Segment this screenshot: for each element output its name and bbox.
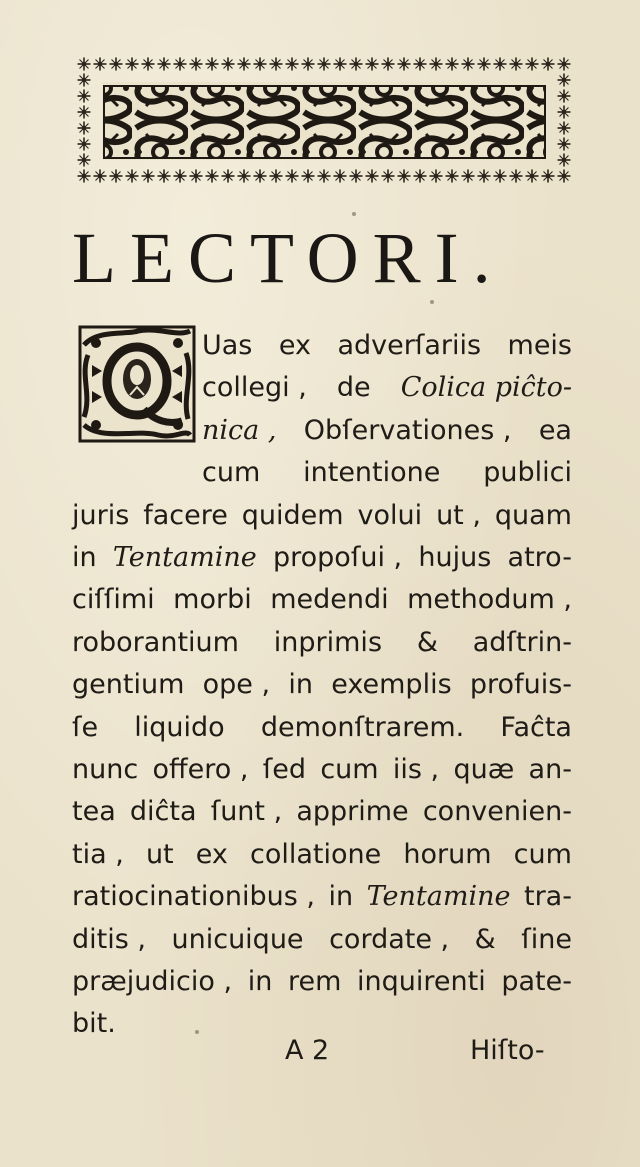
- word: ditis ,: [72, 923, 146, 955]
- page-title: LECTORI.: [72, 218, 505, 298]
- text-line: [72, 537, 572, 579]
- text-line: [72, 579, 572, 621]
- word: quidem: [241, 499, 344, 531]
- word: cum: [513, 838, 572, 870]
- word: liquido: [134, 711, 225, 743]
- word: in: [328, 881, 354, 913]
- word: inquirenti: [357, 966, 486, 997]
- word: pate-: [501, 966, 572, 997]
- word: ſunt ,: [210, 796, 283, 828]
- word: collegi ,: [202, 372, 307, 404]
- word: Faĉta: [500, 711, 572, 743]
- print-speck: [430, 300, 434, 304]
- text-line: [72, 1003, 116, 1045]
- word: adſtrin-: [472, 626, 572, 658]
- word: meis: [507, 330, 572, 361]
- word: adverſariis: [337, 330, 482, 361]
- word: volui: [357, 499, 423, 531]
- word: roborantium: [72, 626, 239, 658]
- word: propoſui ,: [273, 542, 403, 573]
- word: tia ,: [72, 838, 124, 870]
- word: Obſervationes ,: [303, 414, 512, 446]
- word: ſe: [72, 711, 99, 743]
- text-line: [72, 876, 572, 918]
- word: quæ: [453, 754, 515, 785]
- word: cum: [320, 754, 379, 785]
- word: iis ,: [392, 754, 440, 785]
- word: de: [336, 372, 371, 404]
- word: quam: [494, 499, 572, 531]
- word: Colica piĉto-: [400, 372, 572, 404]
- text-line: [202, 452, 572, 494]
- word: ratiocinationibus ,: [72, 881, 315, 913]
- word: hujus: [418, 542, 492, 573]
- word: publici: [483, 457, 572, 489]
- word: tra-: [523, 881, 572, 913]
- text-line: [202, 410, 572, 452]
- ornamental-headpiece: [76, 56, 573, 184]
- word: Tentamine: [366, 881, 511, 913]
- word: diĉta: [129, 796, 197, 828]
- print-speck: [195, 1030, 199, 1034]
- word: profuis-: [469, 669, 572, 701]
- word: præjudicio ,: [72, 966, 233, 997]
- catchword: Hiſto-: [470, 1035, 545, 1066]
- word: collatione: [250, 838, 382, 870]
- word: inprimis: [273, 626, 383, 658]
- word: gentium: [72, 669, 185, 701]
- text-line: [72, 664, 572, 706]
- word: convenien-: [422, 796, 572, 828]
- word: ex: [278, 330, 311, 361]
- word: in: [72, 542, 97, 573]
- word: bit.: [72, 1008, 116, 1040]
- print-speck: [352, 212, 356, 216]
- text-line: [72, 834, 572, 876]
- word: an-: [528, 754, 572, 785]
- text-line: [72, 622, 572, 664]
- text-line: [202, 367, 572, 409]
- word: offero ,: [152, 754, 249, 785]
- word: &: [416, 626, 438, 658]
- word: juris: [72, 499, 130, 531]
- text-line: [72, 791, 572, 833]
- signature-mark: A 2: [285, 1035, 330, 1066]
- word: ex: [195, 838, 228, 870]
- word: ut: [145, 838, 174, 870]
- word: methodum ,: [407, 584, 572, 616]
- text-line: [72, 961, 572, 1003]
- word: tea: [72, 796, 116, 828]
- word: ciſſimi: [72, 584, 155, 616]
- word: facere: [143, 499, 228, 531]
- word: in: [288, 669, 313, 701]
- word: unicuique: [171, 923, 304, 955]
- word: apprime: [296, 796, 409, 828]
- word: rem: [287, 966, 342, 997]
- text-line: [72, 707, 572, 749]
- word: cordate ,: [329, 923, 450, 955]
- text-line: [72, 749, 572, 791]
- word: Uas: [202, 330, 253, 361]
- word: ut ,: [436, 499, 481, 531]
- text-line: [72, 495, 572, 537]
- word: morbi: [173, 584, 252, 616]
- word: horum: [403, 838, 492, 870]
- word: Tentamine: [112, 542, 257, 573]
- word: atro-: [507, 542, 572, 573]
- word: ea: [538, 414, 572, 446]
- word: exemplis: [331, 669, 452, 701]
- word: ſine: [521, 923, 572, 955]
- text-line: [202, 325, 572, 367]
- word: in: [247, 966, 273, 997]
- word: nunc: [72, 754, 139, 785]
- word: demonſtrarem.: [260, 711, 465, 743]
- decorated-initial: [78, 325, 196, 443]
- text-line: [72, 919, 572, 961]
- word: ope ,: [202, 669, 271, 701]
- word: ſed: [262, 754, 307, 785]
- word: cum: [202, 457, 261, 489]
- word: &: [474, 923, 496, 955]
- word: nica ,: [202, 414, 277, 446]
- word: intentione: [303, 457, 441, 489]
- word: medendi: [270, 584, 389, 616]
